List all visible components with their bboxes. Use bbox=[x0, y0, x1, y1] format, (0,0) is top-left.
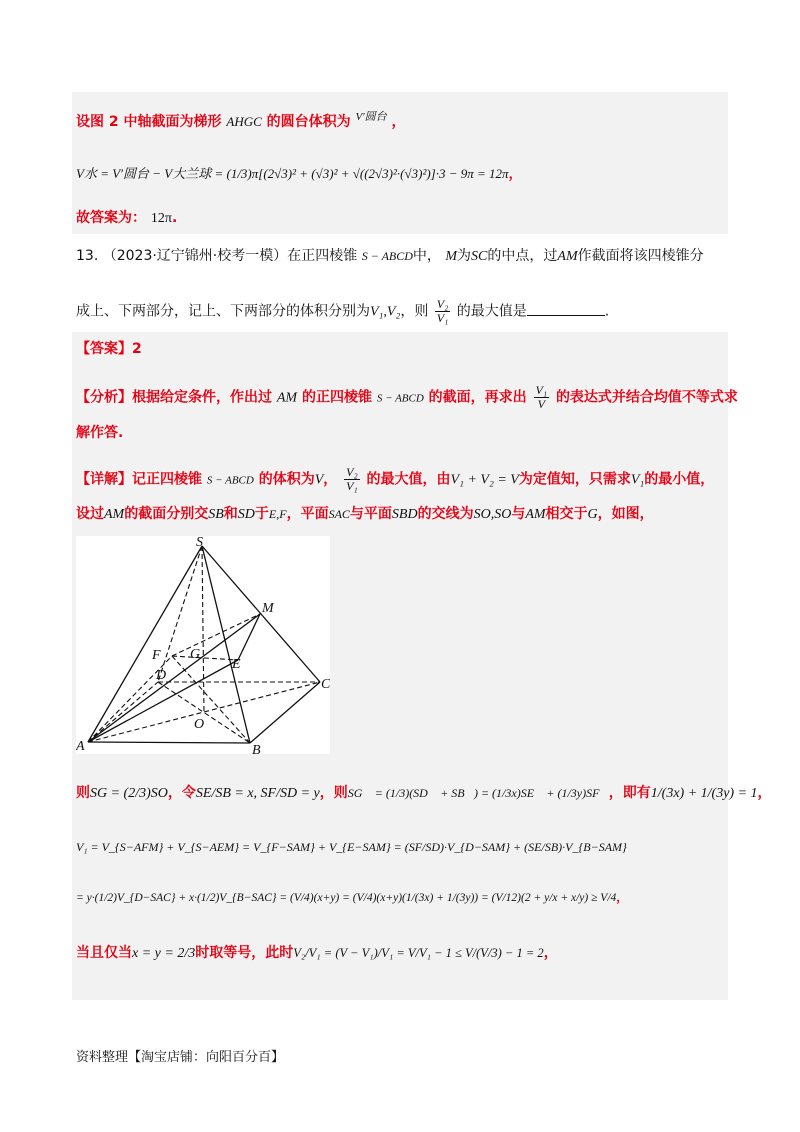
label-E: E bbox=[232, 657, 241, 672]
question-line-1: 13. （2023·辽宁锦州·校考一模）在正四棱锥 S − ABCD中， M为SC的中点，过AM作截面将该四棱锥分 bbox=[76, 248, 704, 264]
line-FE bbox=[172, 656, 238, 660]
edge-SB bbox=[202, 546, 250, 743]
analysis-line-1: 【分析】根据给定条件，作出过 AM 的正四棱锥 S − ABCD 的截面，再求出 $\frac{\text{V₁}}{V}$ 的表达式并结合均值不等式求 bbox=[76, 383, 738, 411]
line-FM bbox=[172, 614, 260, 656]
question-line-2: 成上、下两部分，记上、下两部分的体积分别为V₁,V₂，则 $\frac{\text{V₂}}{\text{V₁}}$ 的最大值是 . bbox=[76, 297, 610, 325]
pyramid-figure bbox=[76, 536, 330, 754]
label-C: C bbox=[321, 677, 330, 692]
answer-blank bbox=[527, 303, 605, 316]
label-M: M bbox=[262, 601, 274, 616]
label-A: A bbox=[76, 739, 85, 754]
previous-answer: 故答案为： 12π. bbox=[76, 210, 178, 226]
line-EM bbox=[238, 614, 260, 660]
detail-line-1: 【详解】记正四棱锥 S − ABCD 的体积为V， $\frac{\text{V₂}}{\text{V₁}}$ 的最大值，由V₁ + V₂ = V为定值知，只需求V₁的最小值， bbox=[76, 465, 715, 493]
line-SO bbox=[202, 546, 204, 714]
solution-line-4: 当且仅当x = y = 2/3时取等号，此时V₂/V₁ = (V − V₁)/V₁ = V/V₁ − 1 ≤ V/(V/3) − 1 = 2， bbox=[76, 945, 558, 961]
solution-line-1: 则SG = (2/3)SO，令SE/SB = x, SF/SD = y，则SG⃗ = (1/3)(SD⃗ + SB⃗) = (1/3x)SE⃗ + (1/3y)SF⃗，即有1/(3x) + 1/(3y) = 1， bbox=[76, 785, 772, 801]
detail-line-2: 设过AM的截面分别交SB和SD于E,F，平面SAC与平面SBD的交线为SO,SO与AM相交于G，如图， bbox=[76, 506, 654, 522]
label-O: O bbox=[194, 717, 205, 732]
intro-line: 设图 2 中轴截面为梯形 AHGC 的圆台体积为 $^{V'圆台}$ ， bbox=[76, 111, 406, 130]
edge-SC bbox=[202, 546, 320, 682]
solution-eq-2: = y·(1/2)V_{D−SAC} + x·(1/2)V_{B−SAC} = (V/4)(x+y) = (V/4)(x+y)(1/(3x) + 1/(3y)) = (V/12)(2 + y/x + x/y) ≥ V/4， bbox=[76, 890, 628, 904]
edge-SA bbox=[88, 546, 205, 742]
answer-line: 【答案】2 bbox=[76, 341, 142, 357]
ratio-fraction: $\frac{\text{V₂}}{\text{V₁}}$ bbox=[436, 297, 449, 325]
analysis-line-2: 解作答. bbox=[76, 425, 124, 441]
label-B: B bbox=[252, 743, 261, 754]
edge-AB bbox=[88, 742, 250, 743]
footer-note: 资料整理【淘宝店铺：向阳百分百】 bbox=[76, 1050, 285, 1065]
label-G: G bbox=[190, 647, 201, 662]
label-S: S bbox=[196, 536, 203, 550]
solution-eq-1: V₁ = V_{S−AFM} + V_{S−AEM} = V_{F−SAM} + V_{E−SAM} = (SF/SD)·V_{D−SAM} + (SE/SB)·V_{B−SAM} bbox=[76, 840, 627, 854]
pyramid-diagram bbox=[76, 536, 330, 754]
volume-formula: V水 = V′圆台 − V大兰球 = (1/3)π[(2√3)² + (√3)² + √((2√3)²·(√3)²)]·3 − 9π = 12π， bbox=[76, 166, 522, 182]
label-F: F bbox=[152, 648, 161, 663]
label-D: D bbox=[156, 668, 167, 683]
